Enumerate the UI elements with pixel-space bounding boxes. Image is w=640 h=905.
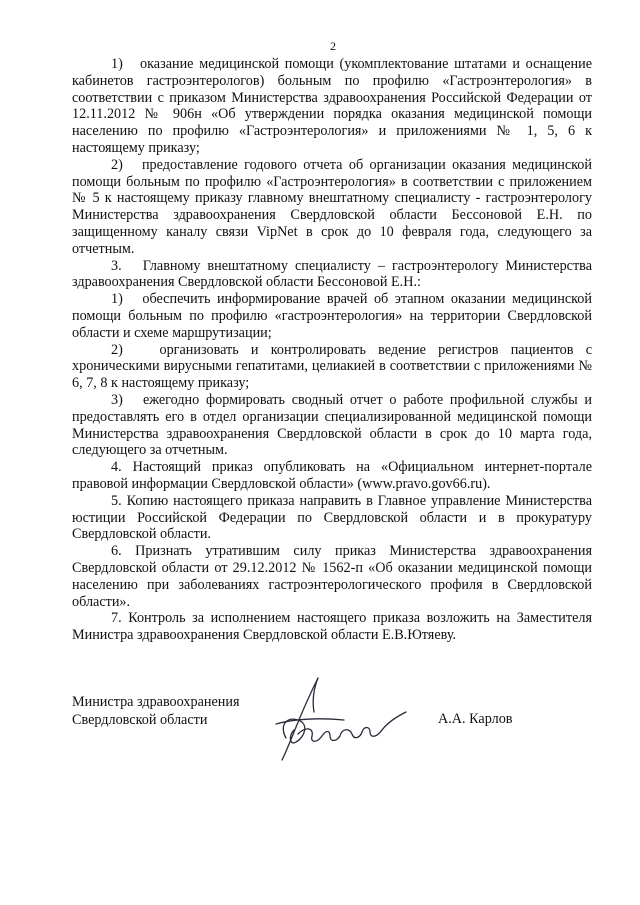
paragraph-6: 6. Признать утратившим силу приказ Министерства здравоохранения Свердловской области от 29.12.2012 № 1562-п «Об оказании медицинской помощи населению при заболеваниях гастроэнтерологического профиля в Свердловской области». — [72, 543, 592, 610]
handwritten-signature — [258, 672, 408, 764]
paragraph-4: 4. Настоящий приказ опубликовать на «Официальном интернет-портале правовой информации Свердловской области» (www.pravo.gov66.ru). — [72, 459, 592, 492]
paragraph-3: 3. Главному внештатному специалисту – гастроэнтерологу Министерства здравоохранения Свердловской области Бессоновой Е.Н.: — [72, 257, 592, 291]
signer-title-line-2: Свердловской области — [72, 711, 208, 728]
signer-title — [72, 694, 272, 729]
paragraph-7: 7. Контроль за исполнением настоящего приказа возложить на Заместителя Министра здравоохранения Свердловской области Е.В.Ютяеву. — [72, 610, 592, 644]
paragraph-1-2: 2) предоставление годового отчета об организации оказания медицинской помощи больным по профилю «Гастроэнтерология» в соответствии с приложением № 5 к настоящему приказу главному внештатному специалисту - гастроэнтерологу Министерства здравоохранения Свердловской области Бессоновой Е.Н. по защищенному каналу связи VipNet в срок до 10 февраля года, следующего за отчетным. — [72, 156, 592, 257]
signer-name: А.А. Карлов — [438, 711, 513, 727]
paragraph-3-3: 3) ежегодно формировать сводный отчет о работе профильной службы и предоставлять его в отдел организации специализированной медицинской помощи Министерства здравоохранения Свердловской области в срок до 10 марта года, следующего за отчетным. — [72, 391, 592, 459]
paragraph-3-2: 2) организовать и контролировать ведение регистров пациентов с хроническими вирусными гепатитами, целиакией в соответствии с приложениями № 6, 7, 8 к настоящему приказу; — [72, 341, 592, 392]
document-body — [72, 56, 592, 644]
paragraph-5: 5. Копию настоящего приказа направить в Главное управление Министерства юстиции Российской Федерации по Свердловской области и в прокуратуру Свердловской области. — [72, 492, 592, 543]
paragraph-3-1: 1) обеспечить информирование врачей об этапном оказании медицинской помощи больным по профилю «гастроэнтерология» на территории Свердловской области и схеме маршрутизации; — [72, 291, 592, 341]
paragraph-1-1: 1) оказание медицинской помощи (укомплектование штатами и оснащение кабинетов гастроэнтерологов) больным по профилю «Гастроэнтерология» в соответствии с приказом Министерства здравоохранения Российской Федерации от 12.11.2012 № 906н «Об утверждении порядка оказания медицинской помощи населению по профилю «Гастроэнтерология» и приложениями № 1, 5, 6 к настоящему приказу; — [72, 56, 592, 156]
page-number: 2 — [330, 39, 336, 53]
signer-title-line-1: Министра здравоохранения — [72, 694, 240, 710]
